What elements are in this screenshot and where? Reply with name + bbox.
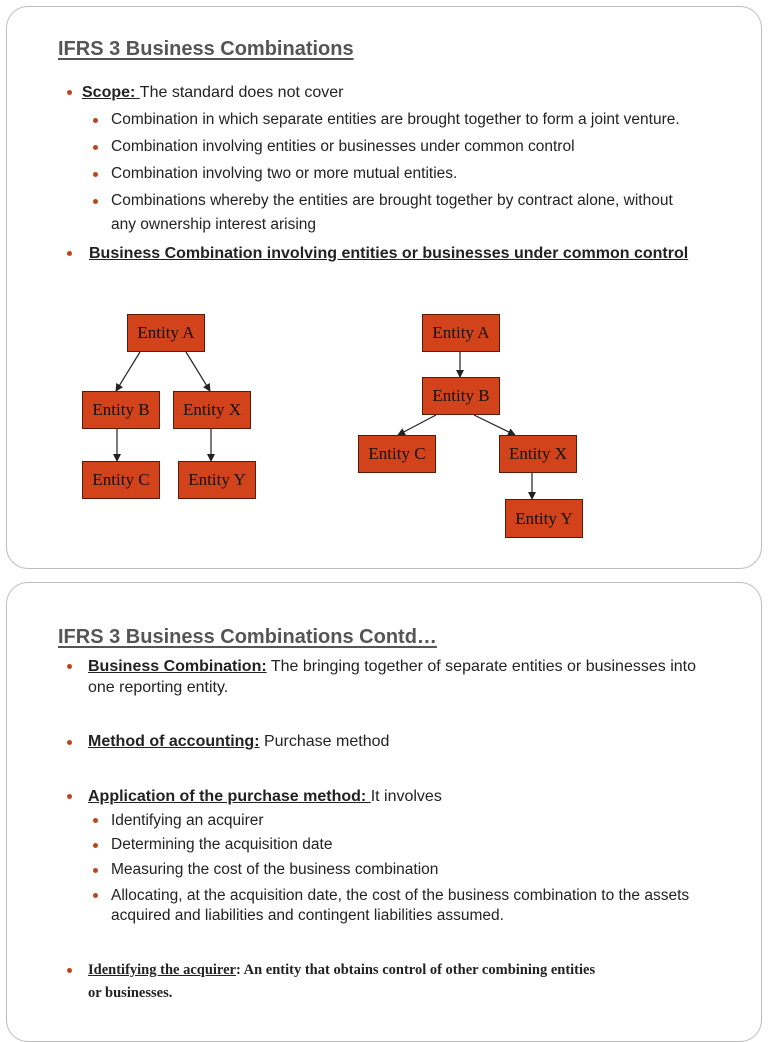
application-line <box>88 787 442 807</box>
application-item-continued: acquired and liabilities and contingent liabilities assumed. <box>111 907 504 924</box>
application-item: Measuring the cost of the business combination <box>111 861 439 878</box>
entity-x-left: Entity X <box>173 391 251 429</box>
method-text: Purchase method <box>259 733 390 750</box>
scope-label: Scope: <box>82 84 140 101</box>
acquirer-colon: : <box>235 962 241 978</box>
arrow-a-b-left <box>116 352 140 391</box>
business-combination-line <box>88 657 696 677</box>
bullet-icon <box>93 893 98 898</box>
entity-b-left: Entity B <box>82 391 160 429</box>
bullet-icon <box>93 818 98 823</box>
entity-a-right: Entity A <box>422 314 500 352</box>
bullet-icon <box>67 794 72 799</box>
slide2-title: IFRS 3 Business Combinations Contd… <box>58 626 437 648</box>
arrow-b-x-right <box>474 415 515 435</box>
application-item: Identifying an acquirer <box>111 812 264 829</box>
scope-item: Combination involving two or more mutual entities. <box>111 165 458 182</box>
entity-y-right: Entity Y <box>505 499 583 538</box>
common-control-heading: Business Combination involving entities or businesses under common control <box>89 245 689 262</box>
bullet-icon <box>93 843 98 848</box>
bullet-icon <box>67 664 72 669</box>
scope-item: Combination in which separate entities are brought together to form a joint venture. <box>111 111 680 128</box>
entity-x-right: Entity X <box>499 435 577 473</box>
arrow-a-x-left <box>186 352 210 391</box>
scope-item-continued: any ownership interest arising <box>111 216 317 233</box>
application-label: Application of the purchase method: <box>88 788 371 805</box>
scope-item: Combinations whereby the entities are brought together by contract alone, without <box>111 192 673 209</box>
entity-c-right: Entity C <box>358 435 436 473</box>
bullet-icon <box>67 740 72 745</box>
application-item: Determining the acquisition date <box>111 836 333 853</box>
business-combination-text: The bringing together of separate entities or businesses into <box>266 658 696 675</box>
scope-text: The standard does not cover <box>139 84 344 101</box>
acquirer-line <box>88 960 595 980</box>
method-line <box>88 732 389 752</box>
entity-c-left: Entity C <box>82 461 160 499</box>
bullet-icon <box>93 868 98 873</box>
scope-item: Combination involving entities or businesses under common control <box>111 138 575 155</box>
entity-y-left: Entity Y <box>178 461 256 499</box>
method-label: Method of accounting: <box>88 733 260 750</box>
acquirer-label: Identifying the acquirer <box>88 962 236 978</box>
slide1-title: IFRS 3 Business Combinations <box>58 38 354 60</box>
arrow-b-c-right <box>398 415 436 435</box>
entity-a-left: Entity A <box>127 314 205 352</box>
acquirer-text: An entity that obtains control of other combining entities <box>240 962 596 978</box>
business-combination-text-2: one reporting entity. <box>88 679 229 696</box>
bullet-icon <box>67 968 72 973</box>
acquirer-text-2: or businesses. <box>88 985 173 1001</box>
application-item: Allocating, at the acquisition date, the cost of the business combination to the assets <box>111 887 690 904</box>
business-combination-label: Business Combination: <box>88 658 267 675</box>
entity-b-right: Entity B <box>422 377 500 415</box>
application-text: It involves <box>370 788 442 805</box>
